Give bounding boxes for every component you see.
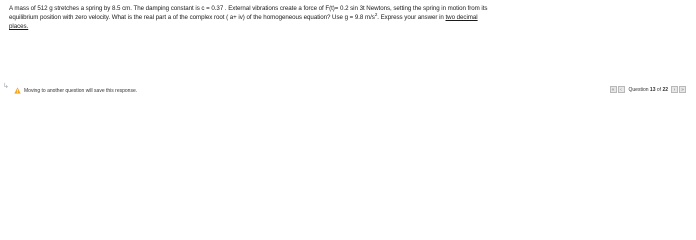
previous-question-button[interactable]: ‹ [618,86,625,93]
warning-triangle-icon [14,87,21,94]
question-line-1: A mass of 512 g stretches a spring by 8.5 cm. The damping constant is c = 0.37 . External vibrations create a force of F(t)= 0.2 sin 3t Newtons, setting the spring in motion from its [9,5,488,12]
next-question-button[interactable]: › [671,86,678,93]
question-counter-of: of [656,86,662,93]
exponent: 2 [374,11,378,17]
question-navigation [610,86,687,93]
current-question-number: 13 [649,86,656,93]
precision-text-tail: places. [9,23,29,30]
total-questions: 22 [662,86,668,93]
return-arrow-icon: ↳ [3,83,9,90]
first-question-button[interactable]: « [610,86,617,93]
question-counter-label: Question [628,86,649,93]
save-warning [14,87,137,94]
question-line-2: equilibrium position with zero velocity. What is the real part a of the complex root ( a+ iv) of the homogeneous equation? Use g = 9.8 m/s [9,14,375,21]
question-text [9,4,679,31]
precision-text: two decimal [445,14,478,21]
question-counter [629,87,668,93]
last-question-button[interactable]: » [679,86,686,93]
question-line-2-tail: . Express your answer in [377,14,446,21]
warning-text: Moving to another question will save this response. [24,87,138,94]
